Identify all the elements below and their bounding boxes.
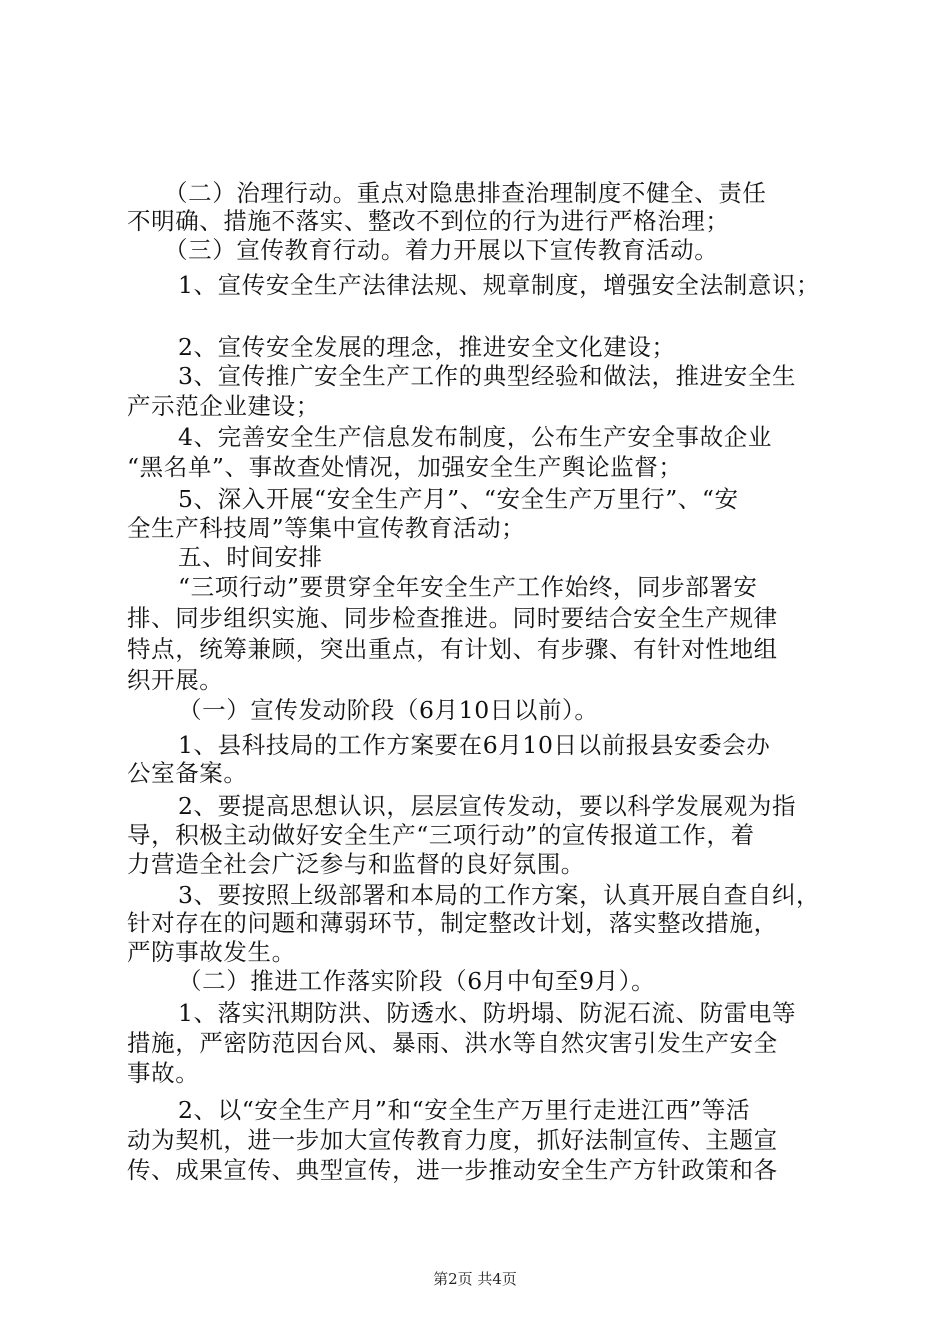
text-line: 2、要提高思想认识，层层宣传发动，要以科学发展观为指: [178, 792, 797, 820]
text-line: 严防事故发生。: [127, 938, 296, 966]
text-line: 4、完善安全生产信息发布制度，公布生产安全事故企业: [178, 423, 772, 451]
text-line: 1、县科技局的工作方案要在6月10日以前报县安委会办: [178, 731, 771, 759]
page-number: 第2页 共4页: [433, 1270, 517, 1288]
text-line: 3、宣传推广安全生产工作的典型经验和做法，推进安全生: [178, 362, 797, 390]
text-line: “黑名单”、事故查处情况，加强安全生产舆论监督；: [127, 453, 683, 481]
text-line: 产示范企业建设；: [127, 392, 320, 420]
text-line: （一）宣传发动阶段（6月10日以前）。: [178, 696, 599, 724]
text-line: 1、宣传安全生产法律法规、规章制度，增强安全法制意识；: [178, 271, 821, 299]
text-line: （二）推进工作落实阶段（6月中旬至9月）。: [178, 967, 656, 995]
text-line: “三项行动”要贯穿全年安全生产工作始终，同步部署安: [178, 573, 758, 601]
text-line: 事故。: [127, 1059, 200, 1087]
text-line: 导，积极主动做好安全生产“三项行动”的宣传报道工作，着: [127, 821, 755, 849]
section-heading: 五、时间安排: [178, 543, 323, 571]
text-line: 公室备案。: [127, 759, 248, 787]
text-line: 2、以“安全生产月”和“安全生产万里行走进江西”等活: [178, 1096, 751, 1124]
text-line: 传、成果宣传、典型宣传，进一步推动安全生产方针政策和各: [127, 1156, 778, 1184]
text-line: （二）治理行动。重点对隐患排查治理制度不健全、责任: [164, 179, 767, 207]
text-line: 全生产科技周”等集中宣传教育活动；: [127, 514, 526, 542]
text-line: 排、同步组织实施、同步检查推进。同时要结合安全生产规律: [127, 604, 778, 632]
text-line: （三）宣传教育行动。着力开展以下宣传教育活动。: [164, 236, 719, 264]
text-line: 不明确、措施不落实、整改不到位的行为进行严格治理；: [127, 207, 730, 235]
text-line: 2、宣传安全发展的理念，推进安全文化建设；: [178, 333, 676, 361]
text-line: 力营造全社会广泛参与和监督的良好氛围。: [127, 850, 585, 878]
text-line: 针对存在的问题和薄弱环节，制定整改计划，落实整改措施，: [127, 909, 778, 937]
text-line: 织开展。: [127, 666, 224, 694]
text-line: 措施，严密防范因台风、暴雨、洪水等自然灾害引发生产安全: [127, 1029, 778, 1057]
text-line: 5、深入开展“安全生产月”、“安全生产万里行”、“安: [178, 485, 739, 513]
text-line: 1、落实汛期防洪、防透水、防坍塌、防泥石流、防雷电等: [178, 999, 797, 1027]
text-line: 3、要按照上级部署和本局的工作方案，认真开展自查自纠，: [178, 881, 821, 909]
text-line: 动为契机，进一步加大宣传教育力度，抓好法制宣传、主题宣: [127, 1126, 778, 1154]
text-line: 特点，统筹兼顾，突出重点，有计划、有步骤、有针对性地组: [127, 635, 778, 663]
